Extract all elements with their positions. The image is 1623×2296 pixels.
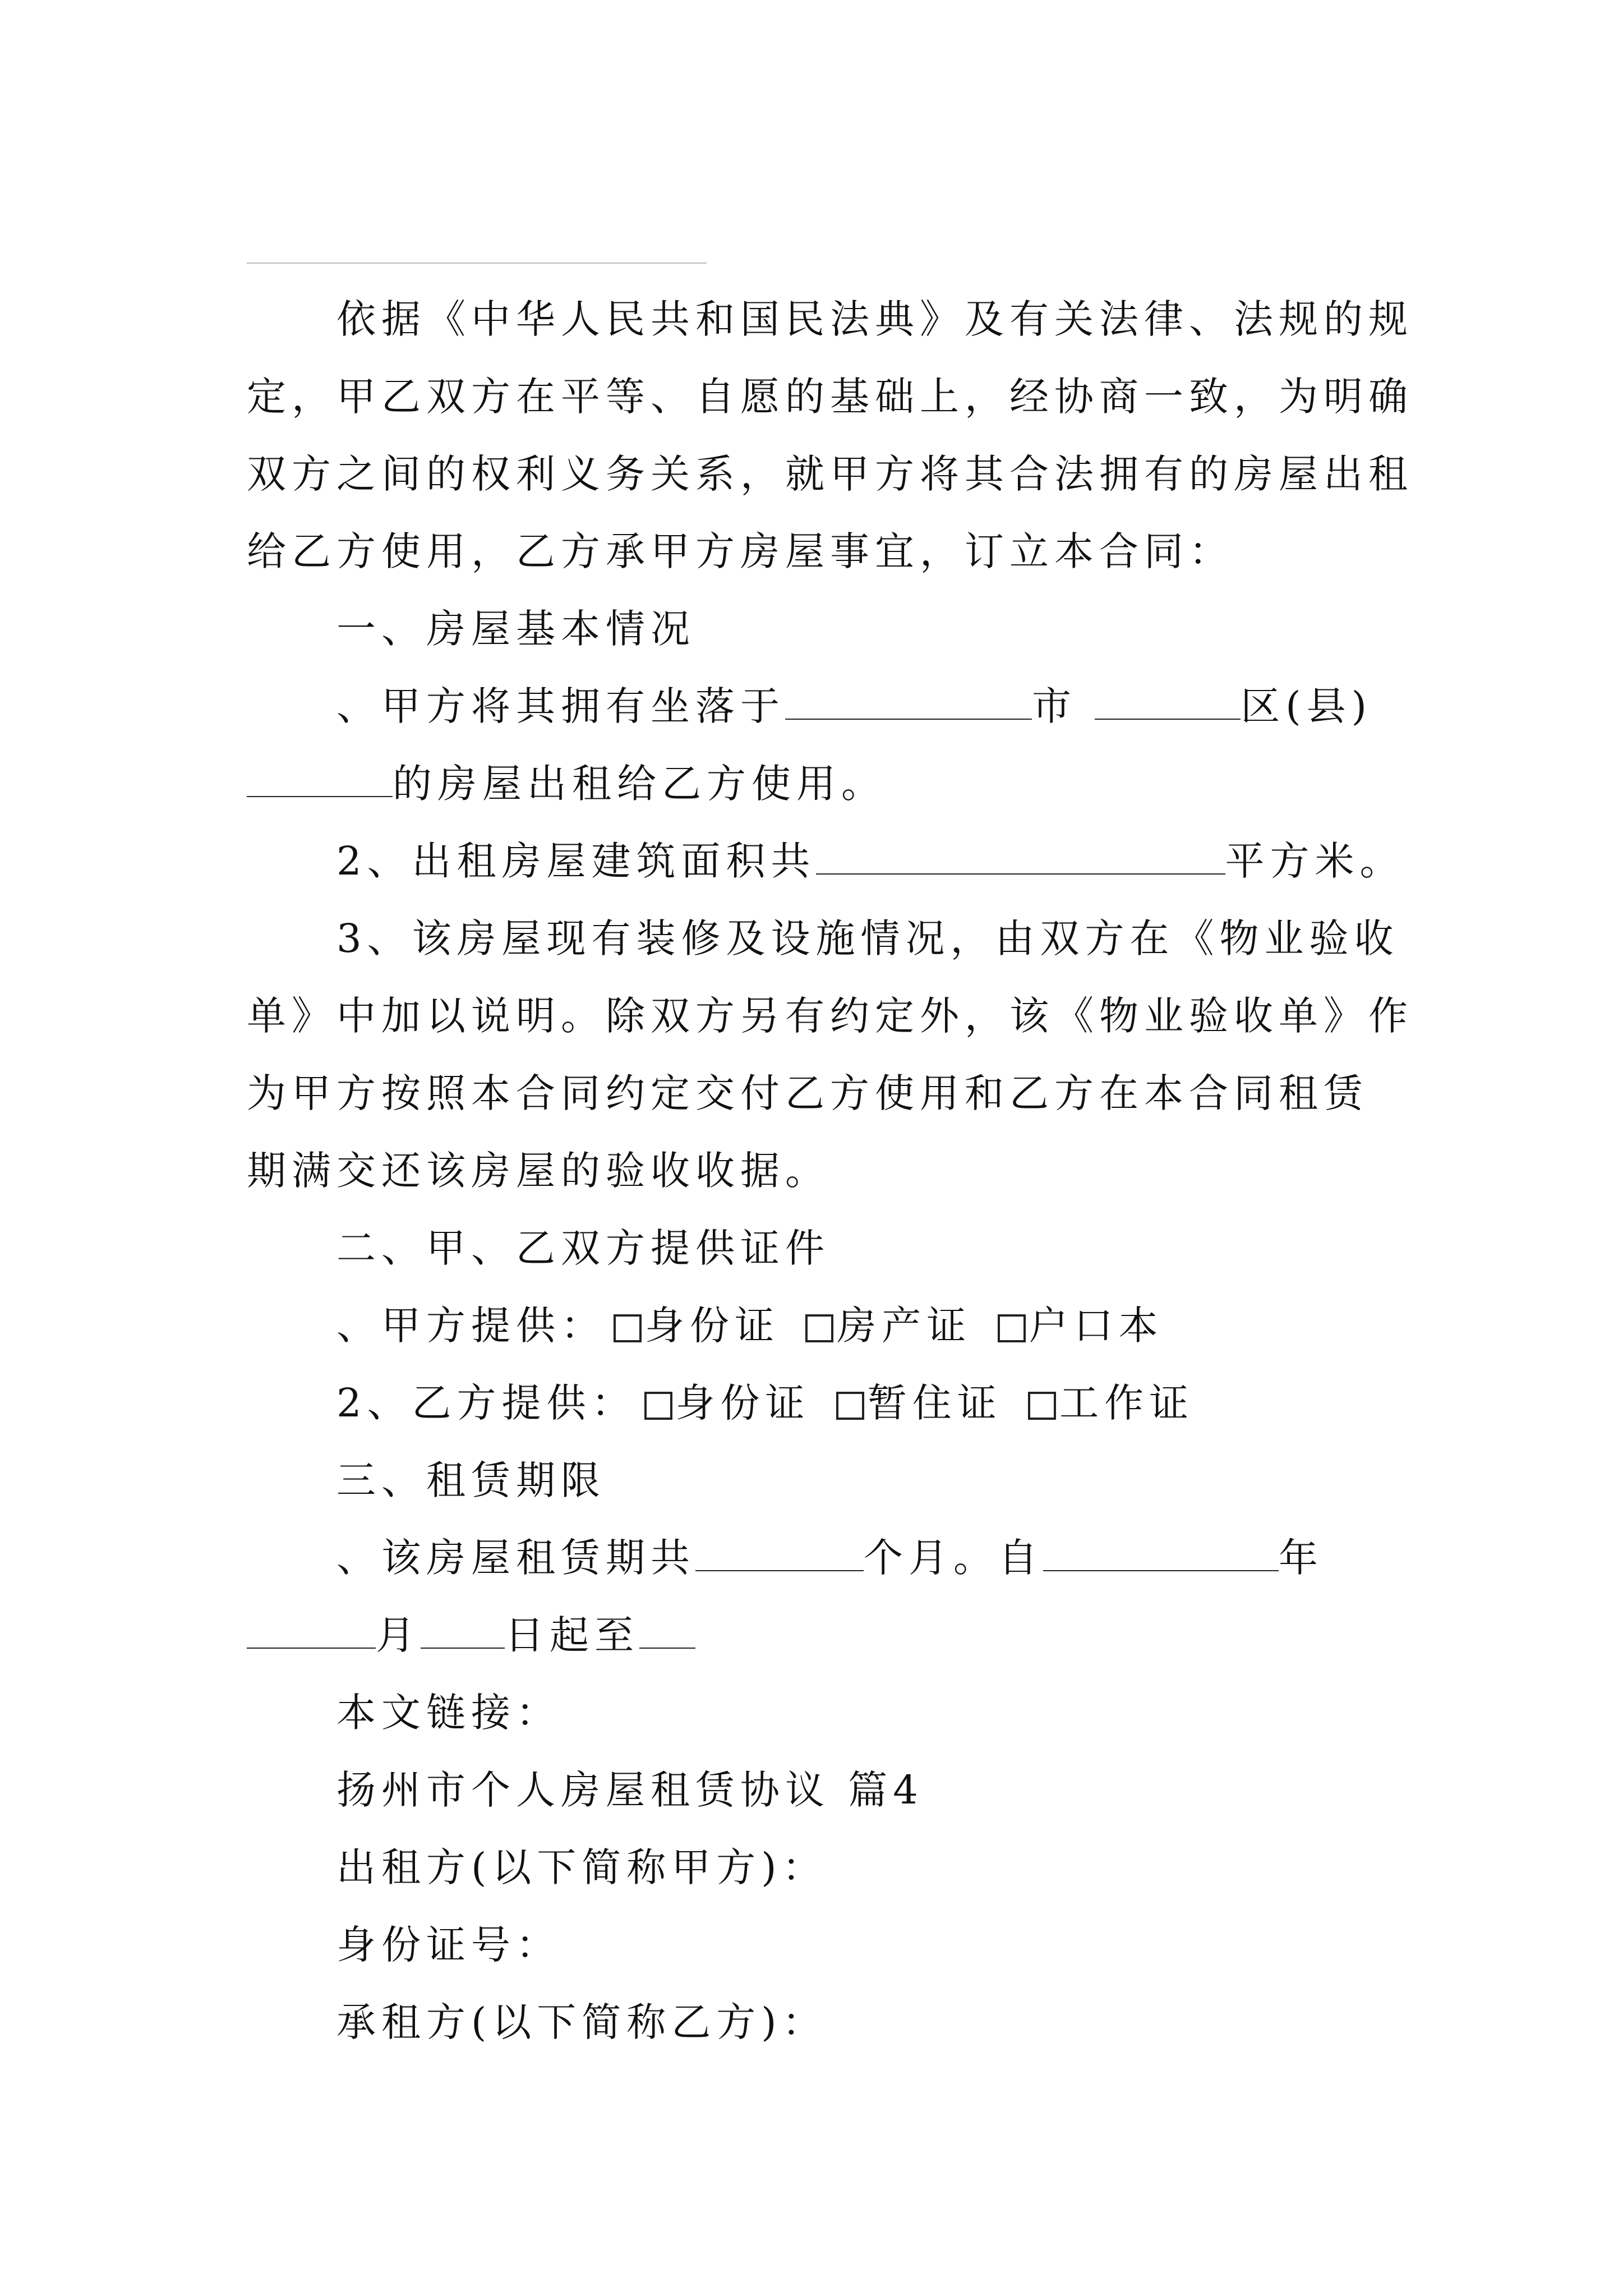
- party-a-option-1: 身份证: [645, 1303, 780, 1349]
- lessor-label: 出租方(以下简称甲方)：: [336, 1844, 827, 1890]
- article-link-label: 本文链接：: [336, 1690, 561, 1736]
- district-blank[interactable]: [1095, 679, 1241, 720]
- section-1-heading: 一、房屋基本情况: [336, 606, 695, 652]
- section-1-item-1: [336, 668, 1492, 745]
- checkbox-icon[interactable]: [614, 1314, 642, 1342]
- end-date-blank[interactable]: [639, 1608, 695, 1649]
- id-number-label: 身份证号：: [336, 1922, 561, 1968]
- city-label: 市: [1032, 683, 1077, 729]
- location-blank[interactable]: [785, 679, 1032, 720]
- area-blank[interactable]: [816, 834, 1225, 875]
- intro-line-4: 给乙方使用，乙方承甲方房屋事宜，订立本合同：: [247, 528, 1234, 574]
- section-1-item-1-cont: [247, 745, 1402, 822]
- start-month-blank[interactable]: [247, 1608, 376, 1649]
- start-day-blank[interactable]: [421, 1608, 505, 1649]
- start-year-blank[interactable]: [1043, 1531, 1279, 1571]
- checkbox-icon[interactable]: [805, 1314, 833, 1342]
- party-a-documents: [336, 1287, 1492, 1364]
- checkbox-icon[interactable]: [644, 1392, 672, 1420]
- lease-term-line-2: [247, 1596, 1402, 1674]
- lease-term-line-1: [336, 1519, 1492, 1596]
- party-b-label: 2、乙方提供：: [336, 1380, 637, 1426]
- party-a-option-2: 房产证: [837, 1303, 972, 1349]
- intro-line-1: 依据《中华人民共和国民法典》及有关法律、法规的规: [336, 296, 1413, 342]
- year-label: 年: [1279, 1535, 1324, 1581]
- next-document-title: 扬州市个人房屋租赁协议 篇4: [336, 1767, 924, 1813]
- intro-line-3: 双方之间的权利义务关系，就甲方将其合法拥有的房屋出租: [247, 451, 1413, 497]
- item-1-prefix: 、甲方将其拥有坐落于: [336, 683, 785, 729]
- party-b-option-3: 工作证: [1059, 1380, 1195, 1426]
- section-2-heading: 二、甲、乙双方提供证件: [336, 1225, 830, 1271]
- party-b-option-1: 身份证: [675, 1380, 810, 1426]
- section-1-item-2: [336, 822, 1492, 900]
- section-3-heading: 三、租赁期限: [336, 1457, 606, 1503]
- checkbox-icon[interactable]: [836, 1392, 864, 1420]
- district-label: 区(县): [1241, 683, 1372, 729]
- month-label: 月: [376, 1612, 421, 1658]
- party-b-documents: [336, 1364, 1492, 1442]
- section-1-item-3-line-1: 3、该房屋现有装修及设施情况，由双方在《物业验收: [336, 915, 1399, 961]
- party-a-option-3: 户口本: [1029, 1303, 1164, 1349]
- checkbox-icon[interactable]: [1028, 1392, 1056, 1420]
- day-from-label: 日起至: [505, 1612, 639, 1658]
- item-1-suffix: 的房屋出租给乙方使用。: [393, 761, 886, 807]
- section-1-item-3-line-4: 期满交还该房屋的验收收据。: [247, 1148, 830, 1194]
- item-2-prefix: 2、出租房屋建筑面积共: [336, 838, 816, 884]
- intro-line-2: 定，甲乙双方在平等、自愿的基础上，经协商一致，为明确: [247, 374, 1413, 420]
- party-a-label: 、甲方提供：: [336, 1303, 606, 1349]
- address-blank[interactable]: [247, 757, 393, 797]
- checkbox-icon[interactable]: [998, 1314, 1026, 1342]
- months-label: 个月。自: [864, 1535, 1043, 1581]
- months-blank[interactable]: [695, 1531, 864, 1571]
- item-2-suffix: 平方米。: [1225, 838, 1405, 884]
- lessee-label: 承租方(以下简称乙方)：: [336, 1999, 827, 2045]
- party-b-option-2: 暂住证: [867, 1380, 1002, 1426]
- term-prefix: 、该房屋租赁期共: [336, 1535, 695, 1581]
- section-1-item-3-line-3: 为甲方按照本合同约定交付乙方使用和乙方在本合同租赁: [247, 1070, 1368, 1116]
- section-1-item-3-line-2: 单》中加以说明。除双方另有约定外，该《物业验收单》作: [247, 993, 1413, 1039]
- top-divider: [247, 263, 707, 264]
